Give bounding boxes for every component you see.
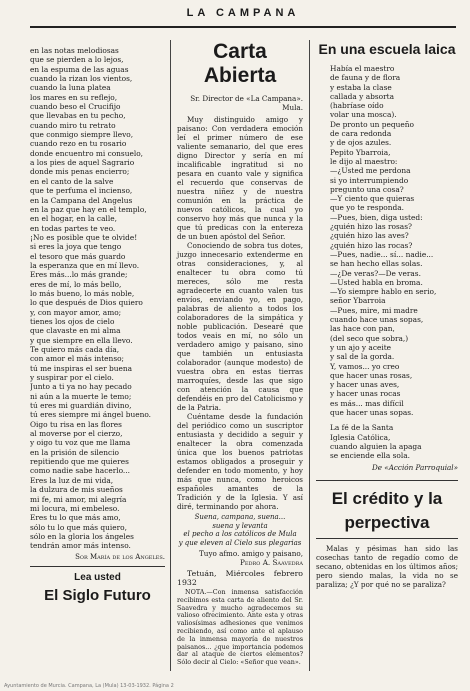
school-title: En una escuela laica — [318, 41, 456, 57]
verse-line: (del seco que sobra,) — [330, 333, 409, 343]
masthead-title: LA CAMPANA — [186, 7, 300, 19]
poem-line: mi locura, mi embeleso. — [30, 503, 120, 513]
poem-line: Eres tu lo que más amo, — [30, 513, 121, 523]
poem-line: en la Campana del Angelus — [30, 195, 133, 205]
poem-line: ni aún a la muerte le temo; — [30, 391, 132, 401]
poem-column — [30, 40, 165, 671]
verse-line: y hacer unas rocas — [330, 389, 401, 399]
poem-line: repitiendo que me quieres — [30, 457, 129, 467]
letter-verse-line: Suena, campana, suena... — [194, 513, 286, 521]
poem-line: tendrán amor más intenso. — [30, 541, 131, 551]
poem-line: que llevabas en tu pecho, — [30, 111, 126, 121]
poem-line: la dulzura de mis sueños — [30, 485, 123, 495]
verse-line: Pepito Ybarroia, — [330, 147, 391, 157]
verse-line: si yo interrumpiendo — [330, 175, 409, 185]
divider — [316, 538, 458, 539]
poem-line: lo más bueno, lo más noble, — [30, 288, 135, 298]
credito-paragraph: Malas y pésimas han sido las cosechas tanto de regadío como de secano, obtenidas en los últimos años; pero siendo malas, la vida no se paraliza; ¿Y por qué no se paraliza? — [316, 544, 458, 590]
letter-title: Carta Abierta — [203, 40, 277, 87]
letter-salutation: Sr. Director de «La Campana». — [190, 94, 303, 103]
verse-line: ¿quién hizo las rocas? — [330, 240, 413, 250]
poem-line: sólo en la gloria los ángeles — [30, 531, 134, 541]
poem-line: tú eres siempre mi ángel bueno. — [30, 410, 152, 420]
verse-line: La fé de la Santa — [330, 423, 394, 433]
poem-line: que clavaste en mi alma — [30, 326, 121, 336]
letter-verse-line: el pecho a los católicos de Mula — [183, 530, 297, 538]
verse-line: y hacer unas aves, — [330, 380, 400, 390]
letter-author: Pedro A. Saavedra — [240, 558, 303, 567]
archive-footer: Ayuntamiento de Murcia. Campana, La (Mula) 13-03-1932. Página 2 — [4, 683, 174, 689]
poem-line: Junto a ti ya no hay pecado — [30, 382, 132, 392]
letter-verse — [177, 513, 303, 547]
poem-line: eres de mí, lo más bello, — [30, 279, 122, 289]
poem-line: lo que después de Dios quiero — [30, 298, 143, 308]
verse-line: que hacer unas rosas, — [330, 370, 413, 380]
poem-verses — [30, 46, 165, 551]
poem-line: ¡No es posible que te olvide! — [30, 232, 138, 242]
letter-column — [170, 40, 310, 671]
verse-line: callada y absorta — [330, 91, 394, 101]
verse-line: —Pues, nadie... sí... nadie... — [330, 249, 434, 259]
verse-line: (habríase oído — [330, 101, 384, 111]
verse-line: volar una mosca). — [330, 110, 397, 120]
school-column — [316, 40, 458, 671]
verse-line: ¿quién hizo las aves? — [330, 231, 409, 241]
letter-paragraph: Conociendo de sobra tus dotes, juzgo innecesario extenderme en otras consideraciones, y, al enaltecer tu obra como tú mereces, sólo me resta agradecerte en cuanto valen tus envíos, enviando yo, en pago, palabras de aliento a todos los colaboradores de la simpática y noble publicación. Desearé que todos veais en mí, no sólo un verdadero amigo y paisano, sino que también un entusiasta colaborador (aunque modesto) de vuestra obra en estas tierras marroquíes, desde las que sigo con atención la causa que defendéis en pro del Catolicismo y de la Patria. — [177, 241, 303, 412]
verse-line: le dijo al maestro: — [330, 156, 398, 166]
verse-line: de cara redonda — [330, 129, 392, 139]
poem-line: el tesoro que más guardo — [30, 251, 126, 261]
verse-line: Y, vamos... yo creo — [330, 361, 400, 371]
verse-line: y de ojos azules. — [330, 138, 392, 148]
poem-line: al moverse por el cierzo, — [30, 429, 123, 439]
poem-line: sólo tu lo que más quiero, — [30, 522, 127, 532]
verse-line: —Y ciento que quieras — [330, 194, 415, 204]
verse-line: se han hecho ellas solas. — [330, 259, 423, 269]
divider — [316, 480, 458, 481]
verse-line: es más... mas difícil — [330, 398, 404, 408]
verse-line: —¿De veras?—De veras. — [330, 268, 421, 278]
divider — [30, 566, 165, 567]
poem-line: la esperanza que en mí llevo. — [30, 260, 140, 270]
letter-closing: Tuyo afmo. amigo y paisano, — [199, 549, 303, 558]
school-closing-verses — [316, 423, 458, 460]
verse-line: —Yo siempre hablo en serio, — [330, 287, 437, 297]
poem-line: y suspirar por el cielo. — [30, 373, 114, 383]
verse-line: cuando hace unas sopas, — [330, 315, 424, 325]
poem-line: cuando beso el Crucifijo — [30, 102, 121, 112]
verse-line: que hacer unas sopas. — [330, 407, 414, 417]
verse-line: —Usted habla en broma. — [330, 277, 423, 287]
poem-line: tienes los ojos de cielo — [30, 316, 115, 326]
letter-paragraph: Cuéntame desde la fundación del periódico como un suscriptor entusiasta y decidido a seguir y enaltecer la obra comenzada única que los buenos patriotas estamos obligados a proseguir y defender en todo momento, y hoy más que nunca, como heroicos españoles amantes de la Tradición y de la Iglesia. Y así diré, terminando por ahora. — [177, 412, 303, 511]
verse-line: señor Ybarroia — [330, 296, 386, 306]
poem-line: en el hogar, en la calle, — [30, 214, 117, 224]
verse-line: las hace con pan, — [330, 324, 395, 334]
verse-line: De pronto un pequeño — [330, 119, 414, 129]
poem-line: los mares en su reflejo, — [30, 92, 118, 102]
verse-line: Había el maestro — [330, 64, 395, 73]
poem-line: donde mis penas encierro; — [30, 167, 130, 177]
letter-verse-line: y que eleven al Cielo sus plegarias — [178, 538, 302, 547]
poem-line: y que siempre en ella llevo. — [30, 335, 133, 345]
poem-line: mi fe, mi amor, mi alegría — [30, 494, 127, 504]
verse-line: pregunto una cosa? — [330, 184, 404, 194]
credito-title: El crédito y la perpectiva — [331, 489, 443, 533]
poem-line: en las notas melodiosas — [30, 46, 119, 55]
poem-line: en el canto de la salve — [30, 176, 114, 186]
verse-line: —Pues, mire, mi madre — [330, 305, 418, 315]
poem-line: cuando la luna platea — [30, 83, 111, 93]
poem-line: Te quiero más cada día, — [30, 345, 120, 354]
letter-place: Mula. — [282, 103, 303, 112]
letter-body — [177, 115, 303, 511]
verse-line: cuando alguien la apaga — [330, 441, 422, 451]
siglo-futuro-ad: El Siglo Futuro — [44, 586, 151, 604]
poem-line: cuando la rizan los vientos, — [30, 74, 133, 84]
verse-line: —¿Usted me perdona — [330, 166, 411, 176]
poem-line: Eres más...lo más grande; — [30, 270, 128, 280]
poem-line: donde encuentro mi consuelo, — [30, 148, 144, 158]
poem-line: Oigo tu risa en las flores — [30, 419, 122, 429]
verse-line: que yo te responda. — [330, 203, 405, 213]
poem-line: en la paz que hay en el templo, — [30, 204, 147, 214]
poem-line: en la espuma de las aguas — [30, 64, 129, 74]
verse-line: y un ajo y aceite — [330, 342, 392, 352]
verse-line: ¿quién hizo las rosas? — [330, 222, 412, 232]
verse-line: se enciende ella sola. — [330, 451, 410, 461]
school-verses — [316, 64, 458, 417]
letter-dateline: Tetuán, Miércoles febrero 1932 — [177, 569, 303, 587]
school-signature: De «Acción Parroquial» — [372, 463, 458, 473]
verse-line: y sal de la gorda. — [330, 352, 395, 362]
poem-line: cuando miro tu retrato — [30, 120, 116, 130]
poem-line: en la prisión de silencio — [30, 447, 120, 457]
poem-line: y oigo tu voz que me llama — [30, 438, 131, 448]
masthead — [30, 0, 456, 28]
poem-line: que conmigo siempre llevo, — [30, 130, 134, 140]
poem-signature: Sor María de los Angeles. — [75, 552, 165, 561]
verse-line: —Pues, bien, diga usted: — [330, 212, 423, 222]
verse-line: y estaba la clase — [330, 82, 392, 92]
verse-line: Iglesia Católica, — [330, 432, 391, 442]
poem-line: con amor el más intenso; — [30, 354, 125, 364]
poem-line: tú me inspiras el ser buena — [30, 363, 133, 373]
poem-line: tú eres mi guardián divino, — [30, 401, 132, 411]
poem-line: y, con mayor amor, amo; — [30, 307, 122, 317]
poem-line: cuando rezo en tu rosario — [30, 139, 127, 149]
poem-line: a los pies de aquel Sagrario — [30, 158, 135, 168]
poem-line: en todas partes te veo. — [30, 223, 116, 233]
poem-line: como nadie sabe hacerlo... — [30, 466, 130, 476]
poem-line: Eres la luz de mi vida, — [30, 475, 114, 485]
verse-line: de fauna y de flora — [330, 73, 401, 83]
lea-usted-heading: Lea usted — [74, 571, 121, 583]
letter-paragraph: Muy distinguido amigo y paisano: Con verdadera emoción leí el primer número de ese valiente semanario, del que eres digno Director y sería en mí incalificable ingratitud si no pesara en cuanto vale y significa el recuerdo que conservas de nuestra niñez y de nuestra comunión en la práctica de nuevos católicos, la cual yo conservo hoy más que nunca y la que tú predicas con la entereza de un buen apóstol del Señor. — [177, 115, 303, 241]
poem-line: que se pierden a lo lejos, — [30, 55, 124, 65]
letter-verse-line: suena y levanta — [212, 521, 268, 530]
poem-line: si eres la joya que tengo — [30, 242, 122, 252]
poem-line: que te perfuma el incienso, — [30, 186, 133, 196]
letter-nota: NOTA.—Con inmensa satisfacción recibimos esta carta de aliento del Sr. Saavedra y mucho agradecemos su valioso ofrecimiento. Ante esta y otras valiosísimas adhesiones que venimos recibiendo, así como ante el aplauso de la inmensa mayoría de nuestros paisanos... ¿que importancia podemos dar al ataque de ciertos elementos? Sólo decir al Cielo: «Señor que vean». — [177, 588, 303, 667]
